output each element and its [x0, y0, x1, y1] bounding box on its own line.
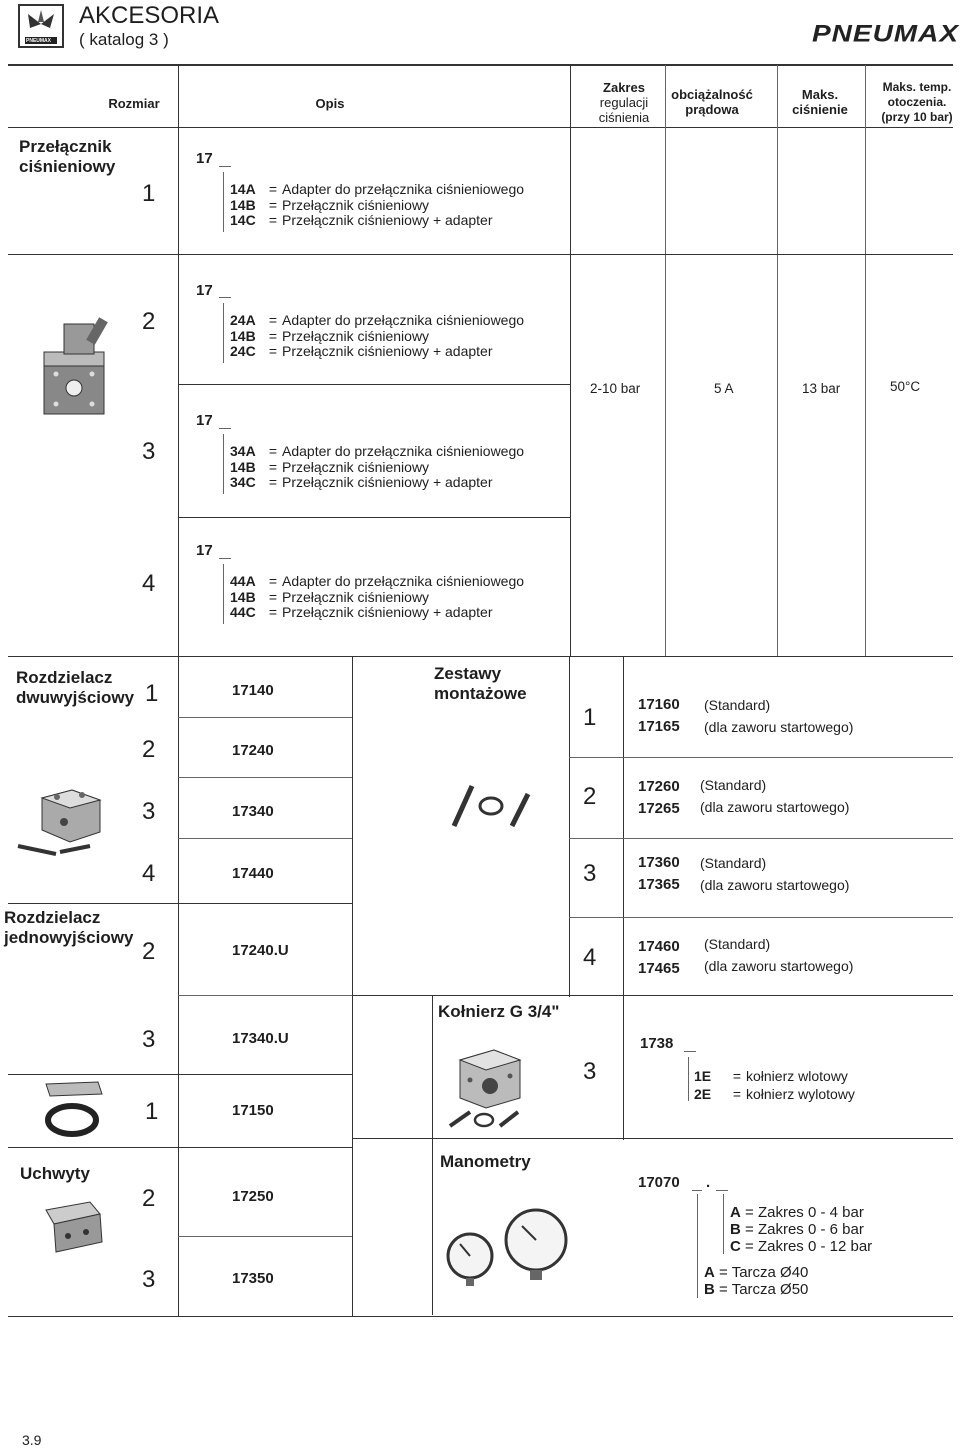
bracket-ring-image	[36, 1080, 116, 1140]
variant-notes: (Standard) (dla zaworu startowego)	[704, 697, 854, 735]
code-prefix: 1738	[640, 1035, 674, 1052]
mounting-kits-label: Zestawy montażowe	[434, 664, 527, 703]
size-number: 1	[145, 1098, 159, 1125]
size-number: 3	[142, 438, 156, 465]
col-rozmiar: Rozmiar	[108, 96, 160, 111]
switch-label: Przełącznik ciśnieniowy	[19, 137, 116, 176]
range-options: A = Zakres 0 - 4 bar B = Zakres 0 - 6 bar C = Zakres 0 - 12 bar	[730, 1204, 873, 1255]
size-number: 2	[142, 308, 156, 335]
product-code: 17460 17465	[638, 938, 680, 977]
size-number: 3	[583, 860, 597, 887]
single-manifold-label: Rozdzielacz jednowyjściowy	[4, 908, 134, 947]
option-list: 44A = Adapter do przełącznika ciśnieniowego 14B = Przełącznik ciśnieniowy 44C = Przełącznik ciśnieniowy + adapter	[230, 573, 525, 620]
product-code: 17140	[232, 682, 274, 699]
size-number: 3	[583, 1058, 597, 1085]
size-number: 3	[142, 1026, 156, 1053]
code-prefix: 17070	[638, 1174, 680, 1191]
product-code: 17160 17165	[638, 696, 680, 735]
col-zakres: Zakres regulacji ciśnienia	[598, 80, 650, 125]
size-number: 1	[145, 680, 159, 707]
code-prefix: 17	[196, 542, 213, 559]
header-rule	[8, 64, 953, 66]
product-code: 17350	[232, 1270, 274, 1287]
brackets-label: Uchwyty	[20, 1164, 90, 1183]
size-number: 2	[142, 938, 156, 965]
size-number: 2	[142, 1185, 156, 1212]
size-number: 2	[583, 783, 597, 810]
product-code: 17340	[232, 803, 274, 820]
pressure-switch-image	[34, 312, 134, 422]
col-opis: Opis	[315, 96, 345, 111]
product-code: 17150	[232, 1102, 274, 1119]
size-number: 4	[583, 944, 597, 971]
code-separator: .	[706, 1174, 711, 1191]
code-prefix: 17	[196, 282, 213, 299]
variant-notes: (Standard) (dla zaworu startowego)	[704, 936, 854, 974]
spec-range: 2-10 bar	[590, 381, 641, 396]
spec-current: 5 A	[714, 381, 734, 396]
size-number: 2	[142, 736, 156, 763]
dial-options: A = Tarcza Ø40 B = Tarcza Ø50	[704, 1264, 809, 1298]
flange-image	[444, 1046, 534, 1131]
size-number: 1	[142, 180, 156, 207]
product-code: 17260 17265	[638, 778, 680, 817]
col-maks-temp: Maks. temp. otoczenia. (przy 10 bar)	[881, 80, 953, 124]
size-number: 4	[142, 570, 156, 597]
product-code: 17340.U	[232, 1030, 289, 1047]
size-number: 3	[142, 1266, 156, 1293]
code-prefix: 17	[196, 412, 213, 429]
page-subtitle: ( katalog 3 )	[79, 30, 169, 49]
bracket-plate-image	[40, 1200, 120, 1260]
code-prefix: 17	[196, 150, 213, 167]
spec-pressure: 13 bar	[802, 381, 841, 396]
product-code: 17240.U	[232, 942, 289, 959]
page-number: 3.9	[22, 1432, 42, 1448]
pneumax-emblem	[18, 4, 64, 48]
size-number: 3	[142, 798, 156, 825]
product-code: 17250	[232, 1188, 274, 1205]
screws-oring-image	[446, 772, 536, 832]
product-code: 17360 17365	[638, 854, 680, 893]
col-obciazalnosc: obciążalność prądowa	[671, 87, 753, 117]
flange-label: Kołnierz G 3/4"	[438, 1002, 560, 1021]
product-code: 17440	[232, 865, 274, 882]
option-list: 34A = Adapter do przełącznika ciśnieniowego 14B = Przełącznik ciśnieniowy 34C = Przełącznik ciśnieniowy + adapter	[230, 443, 525, 490]
emblem-logo-text: PNEUMAX	[26, 38, 52, 44]
spec-temp: 50°C	[890, 379, 921, 394]
dual-manifold-label: Rozdzielacz dwuwyjściowy	[16, 668, 135, 707]
size-number: 4	[142, 860, 156, 887]
col-maks-cisnienie: Maks. ciśnienie	[792, 87, 848, 117]
gauges-label: Manometry	[440, 1152, 531, 1171]
variant-notes: (Standard) (dla zaworu startowego)	[700, 855, 850, 893]
page-title: AKCESORIA	[79, 2, 220, 29]
manifold-image	[12, 780, 122, 870]
size-number: 1	[583, 704, 597, 731]
option-list: 1E = kołnierz wlotowy 2E = kołnierz wylotowy	[694, 1068, 855, 1102]
option-list: 24A = Adapter do przełącznika ciśnieniowego 14B = Przełącznik ciśnieniowy 24C = Przełącznik ciśnieniowy + adapter	[230, 312, 525, 359]
brand-logo: PNEUMAX	[812, 20, 960, 47]
gauges-image	[446, 1206, 596, 1286]
product-code: 17240	[232, 742, 274, 759]
variant-notes: (Standard) (dla zaworu startowego)	[700, 777, 850, 815]
option-list: 14A = Adapter do przełącznika ciśnieniowego 14B = Przełącznik ciśnieniowy 14C = Przełącznik ciśnieniowy + adapter	[230, 181, 525, 228]
